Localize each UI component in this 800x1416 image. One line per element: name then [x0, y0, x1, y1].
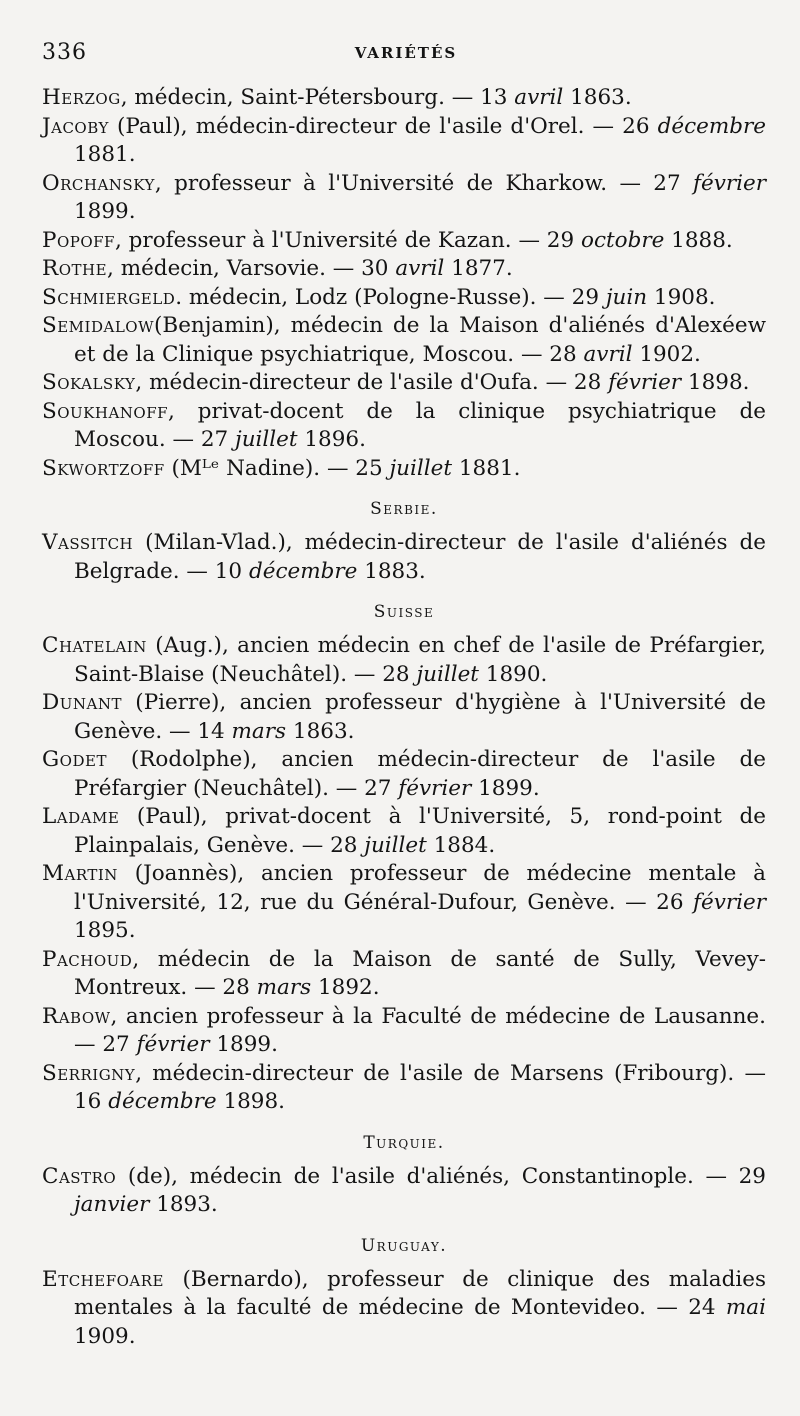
entry-month: janvier	[74, 1192, 150, 1217]
entry-text: (Milan-Vlad.), médecin-directeur de l'asile d'aliénés de Belgrade. — 10	[74, 530, 766, 584]
entry-name: Godet	[42, 747, 107, 772]
entry-month: avril	[583, 341, 633, 367]
entry-year: 1892.	[311, 975, 380, 1000]
entry-text: , professeur à l'Université de Kharkow. — 27	[154, 170, 694, 196]
directory-entry	[42, 1060, 766, 1117]
entry-year: 1895.	[74, 918, 136, 943]
entry-text: , médecin, Varsovie. — 30	[107, 256, 396, 281]
entry-year: 1899.	[209, 1032, 278, 1057]
entry-year: 1908.	[647, 284, 716, 310]
directory-entry	[42, 860, 766, 946]
entry-name: Vassitch	[42, 530, 134, 555]
directory-entry	[42, 1003, 766, 1060]
entry-text: , médecin de la Maison de santé de Sully, Vevey-Montreux. — 28	[74, 946, 766, 1000]
entry-text: (Pierre), ancien professeur d'hygiène à l'Université de Genève. — 14	[74, 690, 766, 744]
page-number: 336	[42, 40, 87, 65]
entry-name: Sokalsky	[42, 370, 136, 395]
entry-month: décembre	[248, 558, 358, 584]
entry-name: Jacoby	[42, 113, 109, 139]
entry-text: (Paul), médecin-directeur de l'asile d'Orel. — 26	[108, 113, 658, 139]
entries-uruguay	[42, 1266, 766, 1352]
entry-name: Dunant	[42, 690, 122, 715]
directory-entry	[42, 529, 766, 586]
entry-month: février	[398, 775, 472, 801]
entry-year: 1909.	[74, 1323, 136, 1349]
entry-month: avril	[514, 85, 564, 110]
entry-name: Popoff	[42, 227, 115, 253]
entry-year: 1899.	[471, 775, 540, 801]
entry-name: Castro	[42, 1163, 117, 1189]
entry-month: février	[693, 889, 766, 915]
entry-month: juillet	[416, 661, 479, 687]
directory-entry	[42, 312, 766, 369]
directory-entry	[42, 946, 766, 1003]
entry-name: Chatelain	[42, 633, 147, 658]
entry-year: 1899.	[74, 199, 136, 224]
directory-entry	[42, 369, 766, 398]
section-heading-serbie: Serbie.	[370, 499, 438, 519]
entry-text: (Benjamin), médecin de la Maison d'aliénés d'Alexéew et de la Clinique psychiatrique, Moscou. — 28	[74, 313, 766, 367]
entry-month: décembre	[108, 1089, 217, 1114]
entry-text: (Mᴸᵉ Nadine). — 25	[164, 455, 390, 481]
entry-month: février	[693, 170, 766, 196]
directory-entry	[42, 284, 766, 313]
running-title: VARIÉTÉS	[354, 44, 458, 62]
entry-name: Herzog	[42, 85, 121, 110]
directory-entry	[42, 84, 766, 113]
entry-name: Soukhanoff	[42, 398, 169, 424]
entry-month: mai	[725, 1295, 766, 1320]
entry-name: Orchansky	[42, 170, 155, 196]
entry-text: , médecin, Saint-Pétersbourg. — 13	[120, 85, 515, 110]
entry-year: 1890.	[478, 661, 548, 687]
entries-turquie	[42, 1163, 766, 1220]
entry-year: 1896.	[297, 427, 366, 452]
entries-suisse	[42, 632, 766, 1117]
entry-name: Etchefoare	[42, 1266, 164, 1292]
page-header	[42, 40, 770, 80]
section-heading-turquie: Turquie.	[363, 1132, 445, 1153]
entry-year: 1888.	[664, 227, 733, 253]
entry-name: Serrigny	[42, 1060, 136, 1086]
entry-year: 1863.	[286, 718, 355, 744]
entry-month: avril	[395, 256, 445, 281]
entries-serbie	[42, 529, 766, 586]
entry-name: Schmiergeld	[42, 284, 176, 310]
entry-text: (Paul), privat-docent à l'Université, 5, rond-point de Plainpalais, Genève. — 28	[74, 804, 766, 858]
entry-text: , privat-docent de la clinique psychiatrique de Moscou. — 27	[74, 398, 766, 452]
entry-name: Rothe	[42, 256, 108, 281]
entry-month: mars	[256, 975, 312, 1000]
entry-year: 1877.	[444, 256, 513, 281]
directory-entry	[42, 689, 766, 746]
entry-text: (Aug.), ancien médecin en chef de l'asile de Préfargier, Saint-Blaise (Neuchâtel). — 28	[74, 633, 766, 687]
entry-text: , ancien professeur à la Faculté de médecine de Lausanne. — 27	[74, 1003, 766, 1057]
directory-entry	[42, 398, 766, 455]
entry-text: (de), médecin de l'asile d'aliénés, Constantinople. — 29	[116, 1163, 766, 1189]
directory-entry	[42, 170, 766, 227]
directory-entry	[42, 113, 766, 170]
entry-name: Rabow	[42, 1003, 111, 1029]
entry-year: 1898.	[216, 1089, 285, 1114]
entry-name: Semidalow	[42, 313, 154, 338]
entry-month: juin	[605, 284, 648, 310]
entry-year: 1898.	[681, 370, 750, 395]
entry-month: mars	[231, 718, 287, 744]
entry-year: 1902.	[632, 341, 701, 367]
entry-name: Skwortzoff	[42, 455, 165, 481]
entry-year: 1884.	[426, 832, 496, 858]
entry-name: Ladame	[42, 804, 120, 829]
entry-text: . médecin, Lodz (Pologne-Russe). — 29	[175, 284, 606, 310]
entry-text: , médecin-directeur de l'asile de Marsens (Fribourg). — 16	[74, 1060, 766, 1114]
directory-entry	[42, 632, 766, 689]
section-heading-suisse: Suisse	[373, 602, 435, 622]
directory-entry	[42, 746, 766, 803]
entry-month: décembre	[657, 113, 766, 139]
entry-month: février	[608, 370, 682, 395]
directory-entry	[42, 1266, 766, 1352]
entry-text: , professeur à l'Université de Kazan. — 29	[114, 227, 581, 253]
entries-russia	[42, 84, 766, 483]
entry-text: (Joannès), ancien professeur de médecine mentale à l'Université, 12, rue du Général-Dufour, Genève. — 26	[74, 861, 766, 915]
entry-text: (Rodolphe), ancien médecin-directeur de l'asile de Préfargier (Neuchâtel). — 27	[74, 747, 766, 801]
entry-text: (Bernardo), professeur de clinique des maladies mentales à la faculté de médecine de Montevideo. — 24	[74, 1266, 766, 1320]
entry-year: 1863.	[563, 85, 632, 110]
page-body	[42, 84, 766, 1351]
entry-month: juillet	[364, 832, 427, 858]
entry-name: Martin	[42, 861, 118, 886]
entry-year: 1883.	[357, 558, 426, 584]
entry-year: 1893.	[149, 1192, 218, 1217]
entry-name: Pachoud	[42, 946, 133, 972]
directory-entry	[42, 455, 766, 484]
directory-entry	[42, 1163, 766, 1220]
entry-month: février	[136, 1032, 210, 1057]
entry-month: juillet	[235, 427, 298, 452]
directory-entry	[42, 227, 766, 256]
section-heading-uruguay: Uruguay.	[360, 1235, 448, 1256]
entry-text: , médecin-directeur de l'asile d'Oufa. — 28	[135, 370, 609, 395]
entry-month: octobre	[581, 227, 665, 253]
directory-entry	[42, 255, 766, 284]
entry-month: juillet	[389, 455, 453, 481]
directory-entry	[42, 803, 766, 860]
entry-year: 1881.	[452, 455, 521, 481]
entry-year: 1881.	[74, 142, 136, 167]
